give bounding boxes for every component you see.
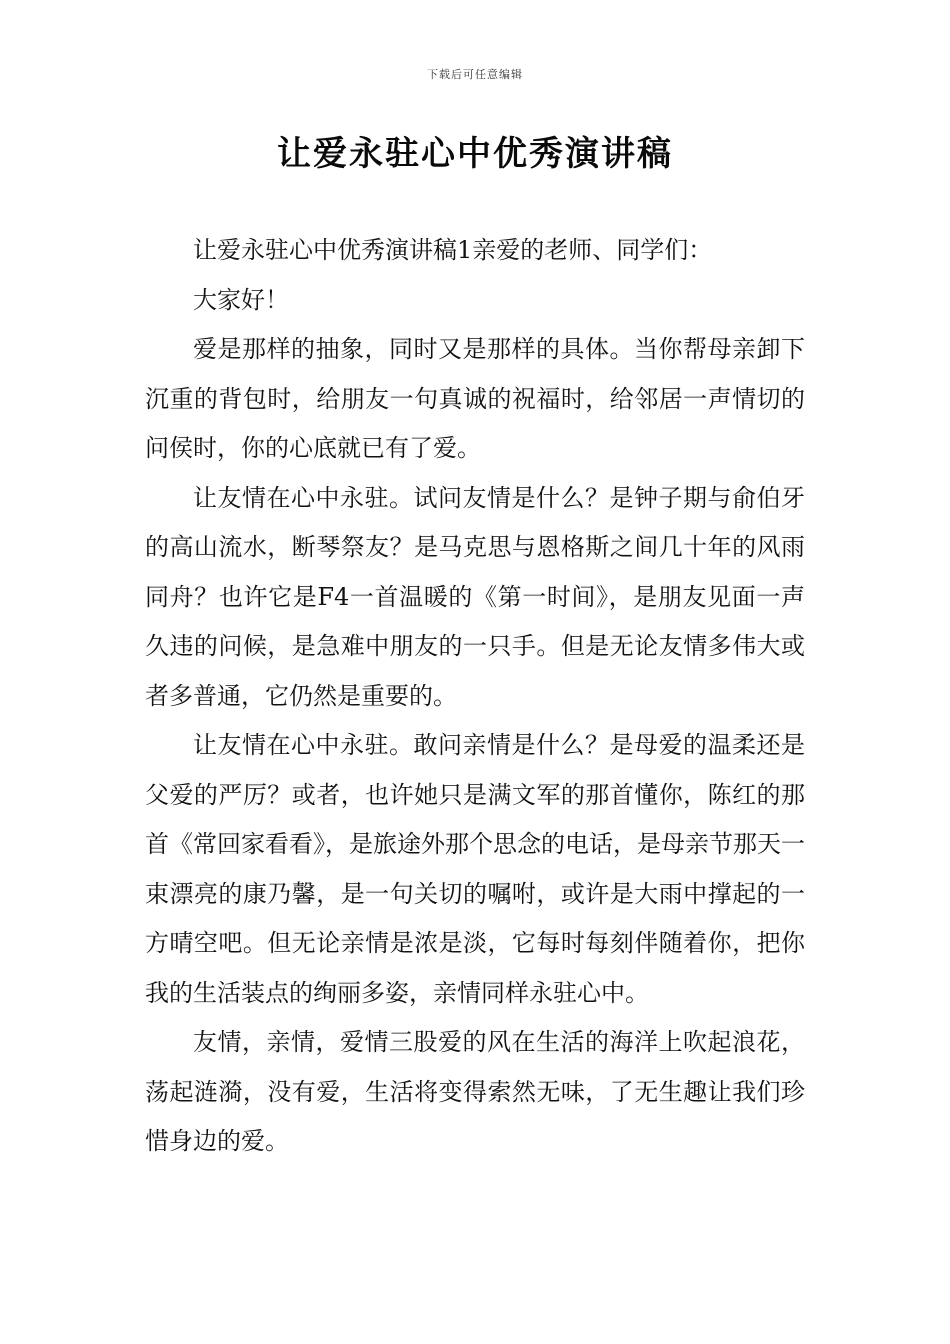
paragraph-conclusion: 友情，亲情，爱情三股爱的风在生活的海洋上吹起浪花，荡起涟漪，没有爱，生活将变得索然无味，了无生趣让我们珍惜身边的爱。 [145, 1028, 805, 1155]
document-title: 让爱永驻心中优秀演讲稿 [277, 134, 673, 174]
paragraph-family-love: 让友情在心中永驻。敢问亲情是什么？是母爱的温柔还是父爱的严厉？或者，也许她只是满文军的那首懂你，陈红的那首《常回家看看》，是旅途外那个思念的电话，是母亲节那天一束漂亮的康乃馨，是一句关切的嘱咐，或许是大雨中撑起的一方晴空吧。但无论亲情是浓是淡，它每时每刻伴随着你，把你我的生活装点的绚丽多姿，亲情同样永驻心中。 [145, 731, 805, 1007]
paragraph-greeting-line: 让爱永驻心中优秀演讲稿1亲爱的老师、同学们： [193, 236, 713, 264]
header-note: 下载后可任意编辑 [427, 68, 523, 81]
paragraph-love-abstract: 爱是那样的抽象，同时又是那样的具体。当你帮母亲卸下沉重的背包时，给朋友一句真诚的祝福时，给邻居一声情切的问侯时，你的心底就已有了爱。 [145, 335, 805, 462]
document-body [145, 226, 805, 1167]
paragraph-friendship: 让友情在心中永驻。试问友情是什么？是钟子期与俞伯牙的高山流水，断琴祭友？是马克思与恩格斯之间几十年的风雨同舟？也许它是F4一首温暖的《第一时间》，是朋友见面一声久违的问候，是急难中朋友的一只手。但是无论友情多伟大或者多普通，它仍然是重要的。 [145, 483, 805, 710]
paragraph-hello: 大家好！ [193, 285, 289, 314]
